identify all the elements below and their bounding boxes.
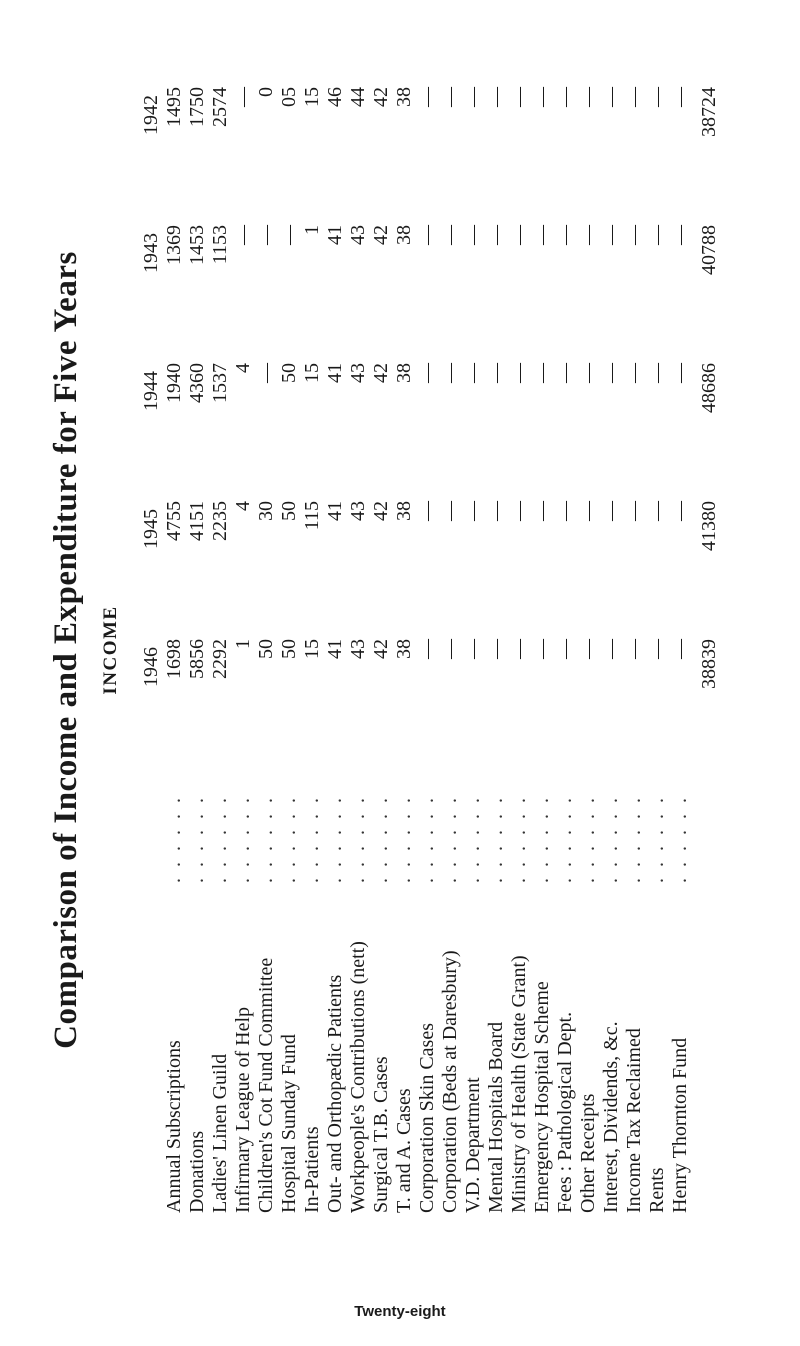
value-cell: —	[439, 87, 461, 107]
value-cell: 115	[301, 501, 323, 531]
row-label: Rents	[646, 1167, 668, 1213]
value-cell: 2235	[209, 501, 231, 541]
value-cell: —	[508, 363, 530, 383]
table-row	[347, 85, 370, 1215]
value-cell: 1940	[163, 363, 185, 403]
row-label: T. and A. Cases	[393, 1088, 415, 1213]
value-cell: —	[577, 363, 599, 383]
year-header: 1943	[140, 233, 162, 273]
value-cell: —	[439, 363, 461, 383]
row-label: Income Tax Reclaimed	[623, 1028, 645, 1213]
value-cell: 1537	[209, 363, 231, 403]
value-cell: —	[669, 363, 691, 383]
value-cell: 4	[232, 501, 254, 511]
value-cell: 1698	[163, 639, 185, 679]
value-cell: —	[531, 639, 553, 659]
value-cell: —	[485, 225, 507, 245]
total-cell: 38839	[698, 639, 720, 689]
value-cell: —	[485, 639, 507, 659]
leader-dots: . . . . . .	[577, 795, 599, 883]
value-cell: —	[554, 87, 576, 107]
value-cell: —	[255, 225, 277, 245]
value-cell: 4360	[186, 363, 208, 403]
row-label: Children's Cot Fund Committee	[255, 957, 277, 1213]
value-cell: —	[646, 639, 668, 659]
row-label: Surgical T.B. Cases	[370, 1056, 392, 1213]
value-cell: —	[462, 639, 484, 659]
value-cell: 42	[370, 363, 392, 383]
value-cell: 2574	[209, 87, 231, 127]
leader-dots: . . . . . .	[186, 795, 208, 883]
value-cell: —	[623, 639, 645, 659]
value-cell: —	[232, 225, 254, 245]
table-row	[577, 85, 600, 1215]
value-cell: 41	[324, 225, 346, 245]
value-cell: —	[554, 363, 576, 383]
row-label: Workpeople's Contributions (nett)	[347, 941, 369, 1213]
value-cell: 42	[370, 225, 392, 245]
value-cell: —	[255, 363, 277, 383]
row-label: Interest, Dividends, &c.	[600, 1021, 622, 1213]
value-cell: 41	[324, 639, 346, 659]
leader-dots: . . . . . .	[600, 795, 622, 883]
value-cell: 30	[255, 501, 277, 521]
value-cell: —	[623, 501, 645, 521]
value-cell: 50	[278, 639, 300, 659]
row-label: Ladies' Linen Guild	[209, 1053, 231, 1213]
value-cell: —	[554, 639, 576, 659]
income-table	[140, 85, 721, 1215]
value-cell: —	[462, 87, 484, 107]
leader-dots: . . . . . .	[646, 795, 668, 883]
value-cell: —	[462, 225, 484, 245]
row-label: Hospital Sunday Fund	[278, 1034, 300, 1213]
value-cell: —	[554, 501, 576, 521]
leader-dots: . . . . . .	[209, 795, 231, 883]
value-cell: —	[416, 363, 438, 383]
leader-dots: . . . . . .	[255, 795, 277, 883]
value-cell: 43	[347, 363, 369, 383]
table-row	[600, 85, 623, 1215]
leader-dots: . . . . . .	[439, 795, 461, 883]
leader-dots: . . . . . .	[531, 795, 553, 883]
value-cell: —	[462, 363, 484, 383]
value-cell: —	[508, 501, 530, 521]
leader-dots: . . . . . .	[554, 795, 576, 883]
table-row	[393, 85, 416, 1215]
table-row	[301, 85, 324, 1215]
value-cell: —	[531, 225, 553, 245]
table-row	[554, 85, 577, 1215]
value-cell: —	[531, 363, 553, 383]
value-cell: 1	[301, 225, 323, 235]
value-cell: —	[531, 501, 553, 521]
value-cell: —	[508, 87, 530, 107]
value-cell: 15	[301, 363, 323, 383]
value-cell: —	[646, 363, 668, 383]
year-header: 1944	[140, 371, 162, 411]
value-cell: 15	[301, 639, 323, 659]
value-cell: —	[439, 501, 461, 521]
value-cell: 38	[393, 639, 415, 659]
value-cell: 50	[278, 501, 300, 521]
value-cell: —	[462, 501, 484, 521]
table-row	[232, 85, 255, 1215]
value-cell: 42	[370, 501, 392, 521]
table-row	[255, 85, 278, 1215]
leader-dots: . . . . . .	[669, 795, 691, 883]
table-row	[370, 85, 393, 1215]
table-row	[186, 85, 209, 1215]
value-cell: 43	[347, 501, 369, 521]
value-cell: —	[554, 225, 576, 245]
table-row	[439, 85, 462, 1215]
value-cell: —	[600, 501, 622, 521]
value-cell: 43	[347, 639, 369, 659]
value-cell: —	[232, 87, 254, 107]
leader-dots: . . . . . .	[370, 795, 392, 883]
table-row	[209, 85, 232, 1215]
value-cell: 1495	[163, 87, 185, 127]
row-label: Corporation Skin Cases	[416, 1023, 438, 1213]
row-label: Donations	[186, 1130, 208, 1213]
table-row	[163, 85, 186, 1215]
leader-dots: . . . . . .	[485, 795, 507, 883]
table-row	[623, 85, 646, 1215]
value-cell: 1453	[186, 225, 208, 265]
value-cell: 38	[393, 501, 415, 521]
table-row	[278, 85, 301, 1215]
leader-dots: . . . . . .	[278, 795, 300, 883]
leader-dots: . . . . . .	[462, 795, 484, 883]
value-cell: —	[485, 501, 507, 521]
row-label: Annual Subscriptions	[163, 1040, 185, 1213]
value-cell: 0	[255, 87, 277, 97]
row-label: Other Receipts	[577, 1093, 599, 1213]
value-cell: —	[600, 87, 622, 107]
value-cell: —	[669, 639, 691, 659]
value-cell: —	[669, 87, 691, 107]
leader-dots: . . . . . .	[301, 795, 323, 883]
value-cell: 15	[301, 87, 323, 107]
value-cell: 41	[324, 363, 346, 383]
value-cell: —	[508, 225, 530, 245]
table-row	[485, 85, 508, 1215]
value-cell: —	[623, 87, 645, 107]
value-cell: —	[669, 225, 691, 245]
year-header-row	[140, 85, 163, 1215]
value-cell: 43	[347, 225, 369, 245]
value-cell: —	[646, 501, 668, 521]
row-label: Mental Hospitals Board	[485, 1021, 507, 1213]
value-cell: —	[531, 87, 553, 107]
value-cell: 4755	[163, 501, 185, 541]
value-cell: —	[600, 225, 622, 245]
row-label: Fees : Pathological Dept.	[554, 1011, 576, 1213]
table-row	[646, 85, 669, 1215]
value-cell: 4151	[186, 501, 208, 541]
value-cell: 38	[393, 87, 415, 107]
value-cell: —	[646, 87, 668, 107]
value-cell: 5856	[186, 639, 208, 679]
value-cell: 50	[278, 363, 300, 383]
value-cell: 41	[324, 501, 346, 521]
value-cell: 1369	[163, 225, 185, 265]
page-number: Twenty-eight	[354, 1303, 446, 1320]
value-cell: —	[646, 225, 668, 245]
value-cell: —	[416, 501, 438, 521]
value-cell: —	[577, 87, 599, 107]
value-cell: —	[416, 639, 438, 659]
value-cell: —	[485, 87, 507, 107]
value-cell: —	[439, 225, 461, 245]
table-row	[462, 85, 485, 1215]
leader-dots: . . . . . .	[232, 795, 254, 883]
totals-row	[692, 85, 721, 1215]
value-cell: 1750	[186, 87, 208, 127]
leader-dots: . . . . . .	[324, 795, 346, 883]
year-header: 1945	[140, 509, 162, 549]
value-cell: —	[278, 225, 300, 245]
row-label: V.D. Department	[462, 1077, 484, 1213]
value-cell: —	[623, 225, 645, 245]
value-cell: —	[577, 639, 599, 659]
table-row	[531, 85, 554, 1215]
value-cell: —	[623, 363, 645, 383]
value-cell: 1153	[209, 225, 231, 265]
year-header: 1946	[140, 647, 162, 687]
leader-dots: . . . . . .	[393, 795, 415, 883]
row-label: Henry Thornton Fund	[669, 1037, 691, 1213]
row-label: Ministry of Health (State Grant)	[508, 955, 530, 1213]
section-subtitle: INCOME	[100, 605, 121, 695]
row-label: Corporation (Beds at Daresbury)	[439, 950, 461, 1213]
value-cell: —	[439, 639, 461, 659]
table-row	[508, 85, 531, 1215]
value-cell: —	[416, 225, 438, 245]
row-label: Emergency Hospital Scheme	[531, 981, 553, 1213]
leader-dots: . . . . . .	[623, 795, 645, 883]
value-cell: —	[508, 639, 530, 659]
rotated-table-block	[40, 85, 760, 1215]
row-label: Infirmary League of Help	[232, 1006, 254, 1213]
row-label: Out- and Orthopædic Patients	[324, 974, 346, 1213]
leader-dots: . . . . . .	[416, 795, 438, 883]
value-cell: —	[577, 225, 599, 245]
value-cell: 2292	[209, 639, 231, 679]
leader-dots: . . . . . .	[347, 795, 369, 883]
leader-dots: . . . . . .	[508, 795, 530, 883]
value-cell: 05	[278, 87, 300, 107]
total-cell: 40788	[698, 225, 720, 275]
table-row	[324, 85, 347, 1215]
value-cell: 38	[393, 363, 415, 383]
value-cell: —	[416, 87, 438, 107]
year-header: 1942	[140, 95, 162, 135]
value-cell: 1	[232, 639, 254, 649]
value-cell: 42	[370, 87, 392, 107]
table-row	[669, 85, 692, 1215]
total-cell: 38724	[698, 87, 720, 137]
value-cell: —	[669, 501, 691, 521]
total-cell: 48686	[698, 363, 720, 413]
value-cell: —	[600, 363, 622, 383]
row-label: In-Patients	[301, 1126, 323, 1213]
value-cell: 42	[370, 639, 392, 659]
value-cell: 4	[232, 363, 254, 373]
value-cell: 38	[393, 225, 415, 245]
value-cell: 50	[255, 639, 277, 659]
leader-dots: . . . . . .	[163, 795, 185, 883]
value-cell: 46	[324, 87, 346, 107]
value-cell: —	[600, 639, 622, 659]
table-row	[416, 85, 439, 1215]
total-cell: 41380	[698, 501, 720, 551]
page-title: Comparison of Income and Expenditure for Five Years	[48, 251, 84, 1049]
value-cell: —	[577, 501, 599, 521]
value-cell: 44	[347, 87, 369, 107]
value-cell: —	[485, 363, 507, 383]
